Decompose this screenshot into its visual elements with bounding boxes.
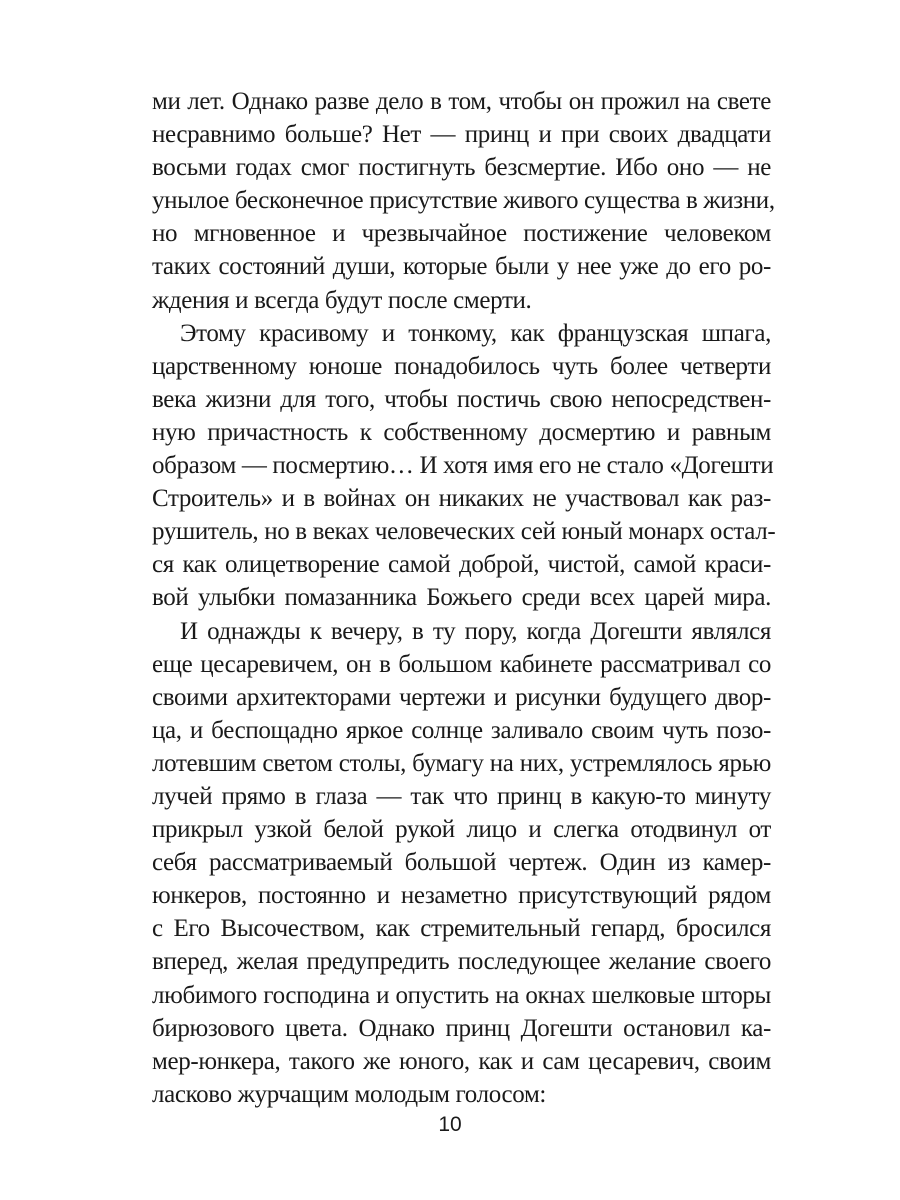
text-line: с Его Высочеством, как стремительный гепард, бросился <box>152 915 771 943</box>
text-line: И однажды к вечеру, в ту пору, когда Догешти являлся <box>180 617 771 645</box>
text-line: восьми годах смог постигнуть безсмертие. Ибо оно — не <box>152 154 771 182</box>
text-line: бирюзового цвета. Однако принц Догешти остановил ка- <box>152 1014 771 1042</box>
text-line: рушитель, но в веках человеческих сей юный монарх остал- <box>152 518 776 546</box>
text-line: Строитель» и в войнах он никаких не участвовал как раз- <box>152 485 771 513</box>
page-number: 10 <box>438 1113 462 1136</box>
text-line: мер-юнкера, такого же юного, как и сам цесаревич, своим <box>152 1047 771 1075</box>
text-line: вперед, желая предупредить последующее желание своего <box>152 948 771 976</box>
text-line: прикрыл узкой белой рукой лицо и слегка отодвинул от <box>152 816 771 844</box>
text-line: своими архитекторами чертежи и рисунки будущего двор- <box>152 683 771 711</box>
text-line: Этому красивому и тонкому, как французская шпага, <box>180 319 771 347</box>
text-line: ся как олицетворение самой доброй, чистой, самой краси- <box>152 551 771 579</box>
text-line: лучей прямо в глаза — так что принц в какую-то минуту <box>152 782 771 810</box>
text-line: несравнимо больше? Нет — принц и при своих двадцати <box>152 121 771 149</box>
text-line: ждения и всегда будут после смерти. <box>152 286 532 314</box>
text-line: лотевшим светом столы, бумагу на них, устремлялось ярью <box>152 749 771 777</box>
text-line: царственному юноше понадобилось чуть более четверти <box>152 352 771 380</box>
text-line: себя рассматриваемый большой чертеж. Один из камер- <box>152 849 771 877</box>
text-line: юнкеров, постоянно и незаметно присутствующий рядом <box>152 882 771 910</box>
text-line: вой улыбки помазанника Божьего среди всех царей мира. <box>152 584 771 612</box>
text-line: таких состояний души, которые были у нее уже до его ро- <box>152 253 771 281</box>
text-line: образом — посмертию… И хотя имя его не стало «Догешти <box>152 452 774 480</box>
text-line: унылое бесконечное присутствие живого существа в жизни, <box>152 187 775 215</box>
text-line: века жизни для того, чтобы постичь свою непосредствен- <box>152 385 771 413</box>
text-line: еще цесаревичем, он в большом кабинете рассматривал со <box>152 650 771 678</box>
text-line: ца, и беспощадно яркое солнце заливало своим чуть позо- <box>152 716 771 744</box>
text-line: ласково журчащим молодым голосом: <box>152 1080 547 1108</box>
text-line: любимого господина и опустить на окнах шелковые шторы <box>152 981 771 1009</box>
page-body <box>152 85 776 1111</box>
paragraph-1 <box>152 85 775 317</box>
text-line: ную причастность к собственному досмертию и равным <box>152 418 771 446</box>
paragraph-2 <box>152 317 776 615</box>
text-line: но мгновенное и чрезвычайное постижение человеком <box>152 220 771 248</box>
paragraph-3 <box>152 615 771 1111</box>
text-line: ми лет. Однако разве дело в том, чтобы он прожил на свете <box>152 88 771 115</box>
